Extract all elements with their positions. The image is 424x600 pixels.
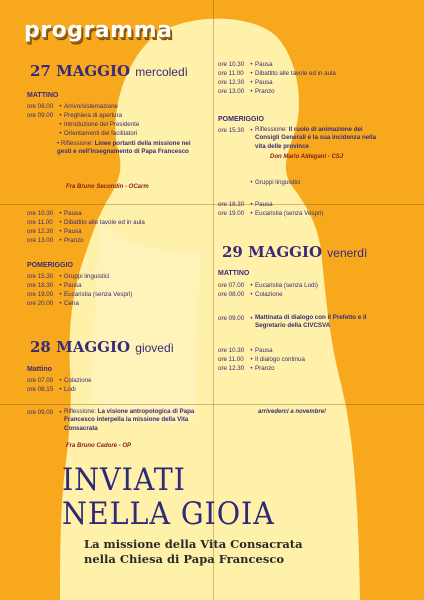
list-item: ore 18.30 • Pausa bbox=[27, 282, 82, 289]
day3-mattinata: Mattinata di dialogo con il Prefetto e il Segretario della CIVCSVA bbox=[255, 314, 367, 330]
headline-line1: INVIATI bbox=[62, 462, 186, 498]
day2-mattino2-list bbox=[218, 60, 336, 96]
list-item: ore 11.00 • Dibattito alle tavole ed in aula bbox=[27, 219, 145, 226]
subtitle-line2: nella Chiesa di Papa Francesco bbox=[84, 552, 284, 566]
day3-weekday: venerdì bbox=[327, 246, 368, 260]
list-item: ore 19.00 • Eucaristia (senza Vespri) bbox=[27, 291, 133, 298]
list-item: ore 18.30 • Pausa bbox=[218, 201, 273, 208]
day1-speaker: Fra Bruno Secondin - OCarm bbox=[66, 184, 149, 190]
day2-riflessione-time: ore 09.00 • bbox=[27, 409, 62, 416]
list-item: ore 20.00 • Cena bbox=[27, 300, 79, 307]
list-item: ore 07.00 • Colazione bbox=[27, 377, 92, 384]
list-item: • Introduzione del Presidente bbox=[59, 121, 140, 128]
list-item: ore 08.00 • Arrivo/sistemazione bbox=[27, 103, 118, 110]
list-item: ore 10.30 • Pausa bbox=[218, 347, 273, 354]
day2-mattino-label: Mattino bbox=[27, 366, 52, 373]
day1-heading bbox=[30, 62, 188, 80]
day2-speaker: Fra Bruno Cadorè - OP bbox=[66, 443, 132, 449]
day1-mattino-label: MATTINO bbox=[27, 92, 59, 99]
day2-heading bbox=[30, 338, 174, 356]
headline-line2: NELLA GIOIA bbox=[62, 496, 275, 532]
list-item: ore 15.30 • Gruppi linguistici bbox=[27, 273, 110, 280]
day3-mattino2-list bbox=[218, 346, 305, 373]
day3-mattinata-time: ore 09.00 • bbox=[218, 315, 253, 322]
day2-riflessione2: Riflessione: Il ruolo di animazione dei Consigli Generali e la sua incidenza nella vita delle province bbox=[255, 126, 377, 150]
day3-mattino-list bbox=[218, 281, 318, 299]
day2-riflessione2-time: ore 15.30 • bbox=[218, 127, 253, 134]
list-item: ore 12.30 • Pausa bbox=[218, 79, 273, 86]
list-item: ore 12.30 • Pausa bbox=[27, 228, 82, 235]
day2-riflessione: Riflessione: La visione antropologica di Papa Francesco interpella la missione della Vita Consacrata bbox=[64, 408, 195, 432]
list-item: • Orientamenti dei facilitatori bbox=[59, 130, 138, 137]
list-item: ore 08.15 • Lodi bbox=[27, 386, 76, 393]
day2-speaker2: Don Mario Aldegani - CSJ bbox=[270, 154, 344, 160]
day2-mattino-list bbox=[27, 376, 92, 394]
day2-pomeriggio-list bbox=[218, 200, 323, 218]
list-item: ore 10.30 • Pausa bbox=[218, 61, 273, 68]
list-item: ore 11.00 • Dibattito alle tavole ed in aula bbox=[218, 70, 336, 77]
day1-mattino-list bbox=[27, 102, 139, 138]
fold-line-1 bbox=[0, 204, 424, 205]
list-item: ore 09.00 • Preghiera di apertura bbox=[27, 112, 123, 119]
list-item: ore 13.00 • Pranzo bbox=[27, 237, 84, 244]
day1-mattino2-list bbox=[27, 209, 145, 245]
list-item: ore 07.00 • Eucaristia (senza Lodi) bbox=[218, 282, 318, 289]
day1-pomeriggio-label: POMERIGGIO bbox=[27, 262, 73, 269]
headline bbox=[62, 463, 275, 531]
day1-riflessione: • Riflessione: Linee portanti della missione nei gesti e nell'insegnamento di Papa Francesco bbox=[57, 140, 191, 156]
list-item: ore 11.00 • Il dialogo continua bbox=[218, 356, 305, 363]
day3-date: 29 MAGGIO bbox=[222, 243, 323, 261]
list-item: ore 19.00 • Eucaristia (senza Vespri) bbox=[218, 210, 324, 217]
day2-pomeriggio-mid: • Gruppi linguistici bbox=[250, 179, 301, 186]
day1-date: 27 MAGGIO bbox=[30, 62, 131, 80]
day3-heading bbox=[222, 243, 367, 261]
day2-pomeriggio-label: POMERIGGIO bbox=[218, 116, 264, 123]
farewell-text: arrivederci a novembre! bbox=[258, 409, 327, 415]
subtitle-line1: La missione della Vita Consacrata bbox=[84, 537, 303, 551]
day2-weekday: giovedì bbox=[135, 341, 174, 355]
page-title: programma bbox=[24, 18, 173, 43]
fold-line-2 bbox=[0, 404, 424, 405]
list-item: ore 10.30 • Pausa bbox=[27, 210, 82, 217]
day2-date: 28 MAGGIO bbox=[30, 338, 131, 356]
day1-pomeriggio-list bbox=[27, 272, 132, 308]
subtitle bbox=[84, 537, 303, 567]
list-item: ore 12.30 • Pranzo bbox=[218, 365, 275, 372]
day1-weekday: mercoledì bbox=[135, 65, 188, 79]
list-item: ore 13.00 • Pranzo bbox=[218, 88, 275, 95]
list-item: ore 08.00 • Colazione bbox=[218, 291, 283, 298]
day3-mattino-label: MATTINO bbox=[218, 270, 250, 277]
